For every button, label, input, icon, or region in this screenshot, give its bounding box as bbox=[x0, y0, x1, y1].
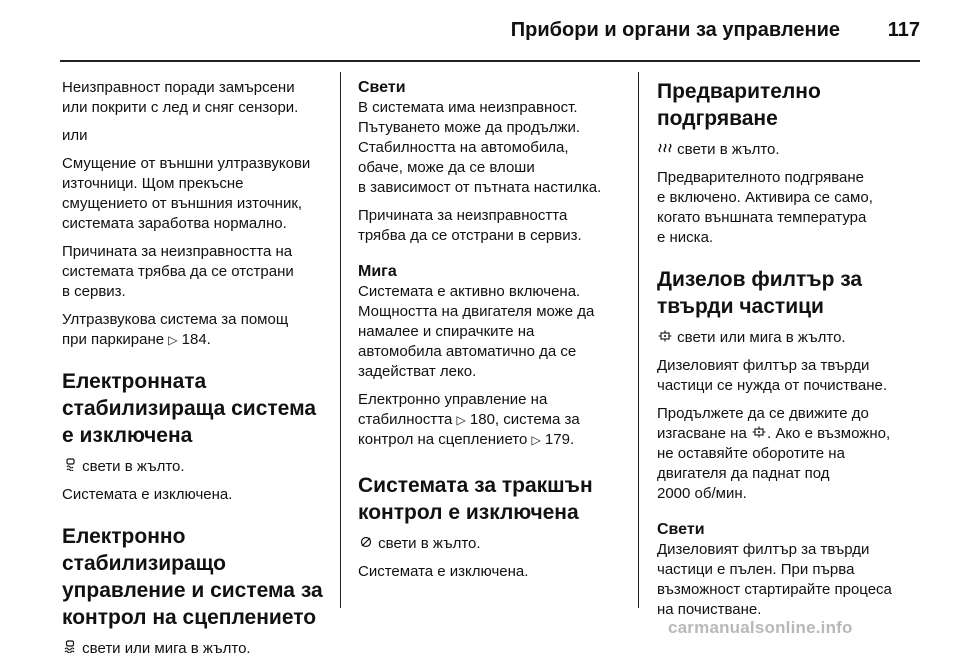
header-title: Прибори и органи за управление bbox=[510, 19, 840, 41]
paragraph: Електронно управление на стабилността ▷ 180, система за контрол на сцеплението ▷ 179. bbox=[358, 391, 580, 448]
page-number: 117 bbox=[887, 19, 920, 41]
section-heading: Електронната стабилизираща система е изключена bbox=[62, 370, 317, 447]
paragraph: В системата има неизправност. Пътуването може да продължи. Стабилността на автомобила, обаче, може да се влоши в зависимост от пътната настилка. bbox=[358, 99, 602, 196]
traction-off-icon bbox=[358, 534, 374, 554]
page-ref-arrow-icon: ▷ bbox=[456, 413, 466, 427]
section-heading: Системата за тракшън контрол е изключена bbox=[358, 474, 593, 524]
header-rule bbox=[60, 60, 920, 62]
page-ref-arrow-icon: ▷ bbox=[168, 333, 178, 347]
paragraph: свети или мига в жълто. bbox=[657, 328, 927, 348]
paragraph: Продължете да се движите до изгасване на . Ако е възможно, не оставяйте оборотите на двигателя да паднат под 2000 об/мин. bbox=[657, 405, 891, 502]
glow-plug-icon bbox=[657, 140, 673, 160]
paragraph: Причината за неизправността на системата трябва да се отстрани в сервиз. bbox=[62, 243, 294, 300]
page-header bbox=[0, 0, 960, 62]
section-heading: Електронно стабилизиращо управление и система за контрол на сцеплението bbox=[62, 525, 323, 629]
section-heading: Предварително подгряване bbox=[657, 80, 821, 130]
paragraph: Дизеловият филтър за твърди частици се нужда от почистване. bbox=[657, 357, 887, 394]
paragraph: свети в жълто. bbox=[62, 457, 332, 477]
paragraph: Системата е изключена. bbox=[358, 563, 529, 580]
paragraph: свети в жълто. bbox=[358, 534, 633, 554]
paragraph: Предварителното подгряване е включено. Активира се само, когато външната температура е ниска. bbox=[657, 169, 873, 246]
page-ref-link[interactable]: 184. bbox=[181, 331, 211, 348]
paragraph: свети или мига в жълто. bbox=[62, 639, 332, 659]
watermark: carmanualsonline.info bbox=[668, 618, 853, 637]
paragraph: Смущение от външни ултразвукови източници. Щом прекъсне смущението от външния източник, системата заработва нормално. bbox=[62, 155, 311, 232]
paragraph: Ултразвукова система за помощ при паркиране ▷ 184. bbox=[62, 311, 289, 348]
page-ref-link[interactable]: 179. bbox=[544, 431, 575, 448]
paragraph: Системата е активно включена. Мощността на двигателя може да намалее и спирачките на автомобила автоматично да се задействат леко. bbox=[358, 283, 595, 380]
paragraph: Дизеловият филтър за твърди частици е пълен. При първа възможност стартирайте процеса на почистване. bbox=[657, 541, 892, 618]
skid-car-icon bbox=[62, 457, 78, 477]
column-3 bbox=[657, 78, 927, 628]
paragraph: или bbox=[62, 127, 88, 144]
subheading: Мига bbox=[358, 263, 397, 280]
subheading: Свети bbox=[358, 79, 406, 96]
section-heading: Дизелов филтър за твърди частици bbox=[657, 268, 863, 318]
column-2 bbox=[358, 78, 633, 590]
page-ref-arrow-icon: ▷ bbox=[531, 433, 541, 447]
diesel-filter-icon bbox=[751, 424, 767, 444]
page-ref-link[interactable]: 180, система за bbox=[469, 411, 580, 428]
skid-car-icon bbox=[62, 639, 78, 659]
subheading: Свети bbox=[657, 521, 705, 538]
paragraph: Причината за неизправността трябва да се отстрани в сервиз. bbox=[358, 207, 582, 244]
column-divider bbox=[638, 72, 639, 608]
paragraph: Неизправност поради замърсени или покрити с лед и сняг сензори. bbox=[62, 79, 299, 116]
paragraph: Системата е изключена. bbox=[62, 486, 233, 503]
column-1 bbox=[62, 78, 332, 667]
diesel-filter-icon bbox=[657, 328, 673, 348]
paragraph: свети в жълто. bbox=[657, 140, 927, 160]
column-divider bbox=[340, 72, 341, 608]
